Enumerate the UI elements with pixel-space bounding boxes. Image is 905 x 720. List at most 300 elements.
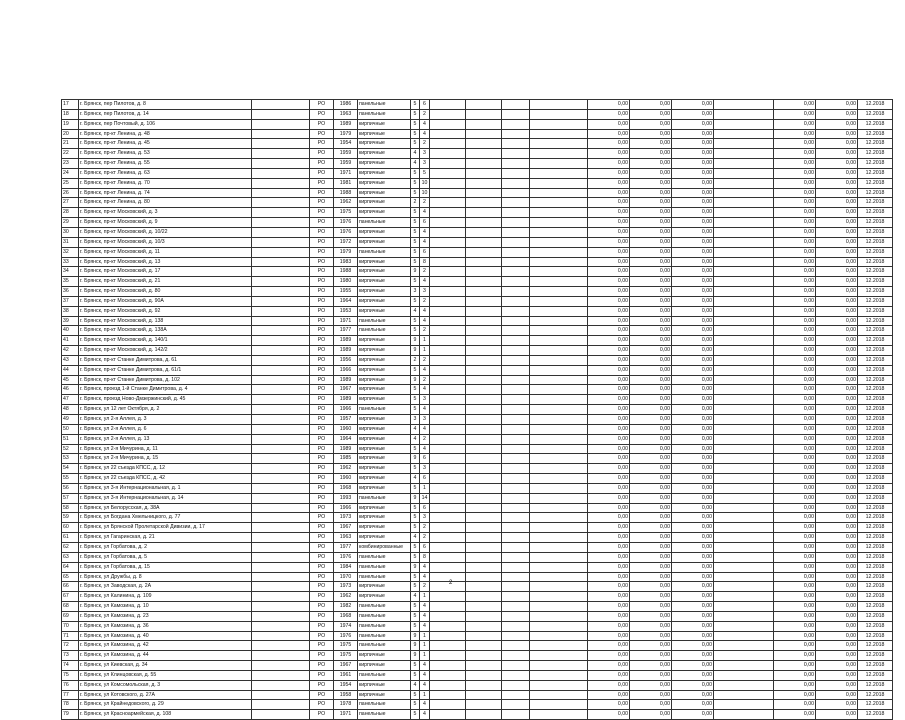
- cell-r2: 0,00: [816, 208, 858, 218]
- cell-form: РО: [310, 493, 334, 503]
- cell-floors: 2: [411, 355, 420, 365]
- cell-address: г. Брянск, ул Камозина, д. 23: [79, 611, 252, 621]
- cell-year: 1953: [334, 306, 358, 316]
- cell-c3: 0,00: [672, 493, 714, 503]
- cell-address: г. Брянск, пр-кт Московский, д. 11: [79, 247, 252, 257]
- cell-floors: 5: [411, 661, 420, 671]
- cell-blank: [252, 346, 310, 356]
- cell-year: 1964: [334, 434, 358, 444]
- cell-entrances: 4: [420, 227, 430, 237]
- cell-c3: 0,00: [672, 375, 714, 385]
- cell-r2: 0,00: [816, 159, 858, 169]
- cell-form: РО: [310, 178, 334, 188]
- cell-area-living: [466, 454, 502, 464]
- cell-area-living: [466, 602, 502, 612]
- cell-form: РО: [310, 533, 334, 543]
- cell-blank: [252, 523, 310, 533]
- cell-residents: [502, 523, 530, 533]
- cell-form: РО: [310, 552, 334, 562]
- cell-entrances: 8: [420, 552, 430, 562]
- cell-c1: 0,00: [588, 139, 630, 149]
- cell-c3: 0,00: [672, 139, 714, 149]
- cell-c2: 0,00: [630, 218, 672, 228]
- cell-year: 1984: [334, 562, 358, 572]
- cell-r2: 0,00: [816, 365, 858, 375]
- cell-num: 25: [62, 178, 79, 188]
- cell-entrances: 2: [420, 267, 430, 277]
- cell-blank: [252, 621, 310, 631]
- cell-c3: 0,00: [672, 651, 714, 661]
- cell-form: РО: [310, 513, 334, 523]
- cell-c2: 0,00: [630, 267, 672, 277]
- cell-floors: 4: [411, 680, 420, 690]
- cell-date: 12.2018: [858, 168, 893, 178]
- cell-area-total: [430, 533, 466, 543]
- cell-address: г. Брянск, ул Калинина, д. 109: [79, 592, 252, 602]
- cell-address: г. Брянск, пр-кт Ленина, д. 53: [79, 149, 252, 159]
- cell-date: 12.2018: [858, 493, 893, 503]
- cell-entrances: 4: [420, 129, 430, 139]
- cell-blank: [252, 700, 310, 710]
- cell-num: 37: [62, 296, 79, 306]
- cell-cost: [530, 119, 588, 129]
- cell-residents: [502, 267, 530, 277]
- cell-residents: [502, 513, 530, 523]
- cell-year: 1966: [334, 503, 358, 513]
- cell-area-total: [430, 149, 466, 159]
- cell-floors: 5: [411, 542, 420, 552]
- cell-blank: [252, 375, 310, 385]
- cell-r1: 0,00: [774, 434, 816, 444]
- cell-c3: 0,00: [672, 444, 714, 454]
- cell-c3: 0,00: [672, 424, 714, 434]
- table-row: [62, 670, 893, 680]
- cell-floors: 4: [411, 474, 420, 484]
- table-body: [62, 100, 893, 720]
- table-row: [62, 100, 893, 110]
- cell-date: 12.2018: [858, 139, 893, 149]
- cell-r2: 0,00: [816, 415, 858, 425]
- cell-residents: [502, 346, 530, 356]
- cell-floors: 5: [411, 129, 420, 139]
- cell-area-total: [430, 227, 466, 237]
- cell-date: 12.2018: [858, 296, 893, 306]
- cell-form: РО: [310, 100, 334, 110]
- cell-address: г. Брянск, ул Камозина, д. 42: [79, 641, 252, 651]
- cell-r1: 0,00: [774, 631, 816, 641]
- cell-material: кирпичные: [358, 208, 411, 218]
- table-row: [62, 139, 893, 149]
- cell-cost: [530, 533, 588, 543]
- cell-floors: 5: [411, 365, 420, 375]
- cell-address: г. Брянск, ул 2-я Аллея, д. 3: [79, 415, 252, 425]
- cell-r1: 0,00: [774, 562, 816, 572]
- cell-floors: 4: [411, 424, 420, 434]
- table-row: [62, 355, 893, 365]
- cell-total: [714, 562, 774, 572]
- cell-area-living: [466, 424, 502, 434]
- cell-form: РО: [310, 139, 334, 149]
- table-row: [62, 523, 893, 533]
- cell-address: г. Брянск, пер Пилотов, д. 14: [79, 109, 252, 119]
- cell-c1: 0,00: [588, 159, 630, 169]
- cell-material: кирпичные: [358, 434, 411, 444]
- cell-year: 1988: [334, 267, 358, 277]
- table-row: [62, 710, 893, 720]
- cell-cost: [530, 503, 588, 513]
- cell-form: РО: [310, 523, 334, 533]
- cell-residents: [502, 474, 530, 484]
- cell-area-total: [430, 287, 466, 297]
- cell-year: 1959: [334, 149, 358, 159]
- cell-residents: [502, 641, 530, 651]
- cell-residents: [502, 296, 530, 306]
- cell-form: РО: [310, 355, 334, 365]
- cell-r2: 0,00: [816, 651, 858, 661]
- cell-residents: [502, 109, 530, 119]
- table-row: [62, 198, 893, 208]
- cell-cost: [530, 602, 588, 612]
- cell-c2: 0,00: [630, 651, 672, 661]
- table-row: [62, 159, 893, 169]
- cell-material: кирпичные: [358, 365, 411, 375]
- cell-total: [714, 100, 774, 110]
- table-row: [62, 109, 893, 119]
- cell-blank: [252, 602, 310, 612]
- cell-blank: [252, 513, 310, 523]
- cell-c3: 0,00: [672, 710, 714, 720]
- cell-total: [714, 218, 774, 228]
- table-row: [62, 631, 893, 641]
- cell-c1: 0,00: [588, 474, 630, 484]
- cell-r2: 0,00: [816, 178, 858, 188]
- cell-r1: 0,00: [774, 602, 816, 612]
- cell-blank: [252, 208, 310, 218]
- cell-c3: 0,00: [672, 109, 714, 119]
- cell-c2: 0,00: [630, 444, 672, 454]
- cell-cost: [530, 257, 588, 267]
- table-row: [62, 257, 893, 267]
- cell-floors: 2: [411, 198, 420, 208]
- cell-c1: 0,00: [588, 533, 630, 543]
- table-row: [62, 444, 893, 454]
- cell-area-living: [466, 395, 502, 405]
- cell-c1: 0,00: [588, 385, 630, 395]
- cell-num: 59: [62, 513, 79, 523]
- cell-r1: 0,00: [774, 533, 816, 543]
- cell-year: 1963: [334, 109, 358, 119]
- cell-entrances: 5: [420, 168, 430, 178]
- cell-total: [714, 395, 774, 405]
- cell-r1: 0,00: [774, 277, 816, 287]
- cell-year: 1989: [334, 346, 358, 356]
- cell-area-total: [430, 296, 466, 306]
- cell-area-living: [466, 661, 502, 671]
- cell-floors: 5: [411, 326, 420, 336]
- cell-material: панельные: [358, 100, 411, 110]
- cell-r1: 0,00: [774, 582, 816, 592]
- cell-area-total: [430, 159, 466, 169]
- cell-c1: 0,00: [588, 109, 630, 119]
- cell-r1: 0,00: [774, 149, 816, 159]
- cell-num: 39: [62, 316, 79, 326]
- cell-cost: [530, 592, 588, 602]
- cell-area-living: [466, 385, 502, 395]
- cell-area-total: [430, 661, 466, 671]
- cell-total: [714, 247, 774, 257]
- cell-num: 71: [62, 631, 79, 641]
- cell-blank: [252, 267, 310, 277]
- cell-material: кирпичные: [358, 661, 411, 671]
- cell-entrances: 4: [420, 385, 430, 395]
- cell-form: РО: [310, 119, 334, 129]
- cell-form: РО: [310, 149, 334, 159]
- cell-year: 1975: [334, 641, 358, 651]
- cell-r1: 0,00: [774, 139, 816, 149]
- cell-area-living: [466, 168, 502, 178]
- cell-r2: 0,00: [816, 483, 858, 493]
- cell-year: 1979: [334, 247, 358, 257]
- cell-entrances: 4: [420, 680, 430, 690]
- cell-form: РО: [310, 434, 334, 444]
- cell-material: кирпичные: [358, 680, 411, 690]
- cell-floors: 9: [411, 493, 420, 503]
- table-row: [62, 582, 893, 592]
- cell-c3: 0,00: [672, 513, 714, 523]
- cell-blank: [252, 296, 310, 306]
- cell-r2: 0,00: [816, 336, 858, 346]
- cell-total: [714, 109, 774, 119]
- cell-blank: [252, 474, 310, 484]
- cell-r1: 0,00: [774, 198, 816, 208]
- cell-area-living: [466, 346, 502, 356]
- cell-c2: 0,00: [630, 139, 672, 149]
- cell-area-total: [430, 513, 466, 523]
- cell-entrances: 4: [420, 670, 430, 680]
- cell-form: РО: [310, 365, 334, 375]
- cell-floors: 9: [411, 375, 420, 385]
- cell-r2: 0,00: [816, 405, 858, 415]
- cell-year: 1967: [334, 523, 358, 533]
- cell-c1: 0,00: [588, 631, 630, 641]
- cell-cost: [530, 552, 588, 562]
- cell-entrances: 6: [420, 474, 430, 484]
- cell-c1: 0,00: [588, 680, 630, 690]
- cell-material: кирпичные: [358, 139, 411, 149]
- cell-cost: [530, 198, 588, 208]
- cell-blank: [252, 119, 310, 129]
- cell-blank: [252, 247, 310, 257]
- cell-floors: 5: [411, 247, 420, 257]
- cell-date: 12.2018: [858, 621, 893, 631]
- cell-c1: 0,00: [588, 336, 630, 346]
- cell-r2: 0,00: [816, 237, 858, 247]
- cell-form: РО: [310, 375, 334, 385]
- cell-c2: 0,00: [630, 326, 672, 336]
- cell-c3: 0,00: [672, 503, 714, 513]
- cell-entrances: 3: [420, 159, 430, 169]
- cell-cost: [530, 641, 588, 651]
- cell-total: [714, 375, 774, 385]
- cell-c3: 0,00: [672, 326, 714, 336]
- cell-c2: 0,00: [630, 287, 672, 297]
- cell-c1: 0,00: [588, 188, 630, 198]
- cell-date: 12.2018: [858, 405, 893, 415]
- cell-date: 12.2018: [858, 631, 893, 641]
- cell-residents: [502, 159, 530, 169]
- cell-c3: 0,00: [672, 159, 714, 169]
- cell-num: 72: [62, 641, 79, 651]
- cell-total: [714, 503, 774, 513]
- cell-residents: [502, 464, 530, 474]
- cell-area-total: [430, 434, 466, 444]
- cell-year: 1977: [334, 542, 358, 552]
- cell-residents: [502, 198, 530, 208]
- cell-r1: 0,00: [774, 690, 816, 700]
- cell-total: [714, 513, 774, 523]
- cell-area-living: [466, 562, 502, 572]
- cell-form: РО: [310, 680, 334, 690]
- cell-c1: 0,00: [588, 119, 630, 129]
- cell-material: комбинированные: [358, 542, 411, 552]
- cell-material: панельные: [358, 611, 411, 621]
- cell-blank: [252, 651, 310, 661]
- cell-material: кирпичные: [358, 690, 411, 700]
- cell-cost: [530, 700, 588, 710]
- cell-address: г. Брянск, пр-кт Ленина, д. 45: [79, 139, 252, 149]
- cell-year: 1971: [334, 316, 358, 326]
- cell-area-total: [430, 119, 466, 129]
- cell-area-living: [466, 621, 502, 631]
- cell-r1: 0,00: [774, 355, 816, 365]
- cell-r2: 0,00: [816, 611, 858, 621]
- cell-residents: [502, 326, 530, 336]
- table-row: [62, 188, 893, 198]
- cell-blank: [252, 454, 310, 464]
- cell-material: панельные: [358, 405, 411, 415]
- cell-total: [714, 434, 774, 444]
- cell-area-total: [430, 316, 466, 326]
- cell-cost: [530, 424, 588, 434]
- cell-address: г. Брянск, ул Гагаринская, д. 21: [79, 533, 252, 543]
- cell-r1: 0,00: [774, 405, 816, 415]
- cell-r1: 0,00: [774, 483, 816, 493]
- cell-entrances: 2: [420, 326, 430, 336]
- cell-residents: [502, 552, 530, 562]
- cell-date: 12.2018: [858, 690, 893, 700]
- cell-r2: 0,00: [816, 562, 858, 572]
- cell-r2: 0,00: [816, 316, 858, 326]
- cell-cost: [530, 385, 588, 395]
- cell-floors: 5: [411, 710, 420, 720]
- cell-floors: 5: [411, 552, 420, 562]
- cell-total: [714, 572, 774, 582]
- cell-blank: [252, 336, 310, 346]
- cell-address: г. Брянск, пр-кт Московский, д. 10/22: [79, 227, 252, 237]
- cell-year: 1970: [334, 572, 358, 582]
- cell-area-total: [430, 129, 466, 139]
- cell-c2: 0,00: [630, 592, 672, 602]
- cell-form: РО: [310, 602, 334, 612]
- cell-residents: [502, 100, 530, 110]
- cell-material: кирпичные: [358, 385, 411, 395]
- cell-total: [714, 661, 774, 671]
- cell-material: панельные: [358, 552, 411, 562]
- cell-c2: 0,00: [630, 237, 672, 247]
- cell-r2: 0,00: [816, 149, 858, 159]
- cell-area-total: [430, 700, 466, 710]
- cell-address: г. Брянск, ул Горбатова, д. 2: [79, 542, 252, 552]
- cell-c3: 0,00: [672, 385, 714, 395]
- cell-floors: 5: [411, 296, 420, 306]
- cell-date: 12.2018: [858, 355, 893, 365]
- cell-entrances: 4: [420, 700, 430, 710]
- cell-cost: [530, 690, 588, 700]
- cell-c3: 0,00: [672, 690, 714, 700]
- cell-num: 43: [62, 355, 79, 365]
- cell-area-living: [466, 218, 502, 228]
- cell-material: кирпичные: [358, 513, 411, 523]
- cell-c3: 0,00: [672, 621, 714, 631]
- cell-r1: 0,00: [774, 129, 816, 139]
- cell-area-total: [430, 109, 466, 119]
- cell-c3: 0,00: [672, 267, 714, 277]
- cell-entrances: 4: [420, 611, 430, 621]
- cell-c3: 0,00: [672, 562, 714, 572]
- cell-residents: [502, 208, 530, 218]
- cell-r1: 0,00: [774, 552, 816, 562]
- cell-r2: 0,00: [816, 355, 858, 365]
- cell-form: РО: [310, 415, 334, 425]
- cell-r1: 0,00: [774, 424, 816, 434]
- cell-entrances: 3: [420, 287, 430, 297]
- cell-date: 12.2018: [858, 611, 893, 621]
- cell-entrances: 2: [420, 198, 430, 208]
- cell-c2: 0,00: [630, 385, 672, 395]
- cell-num: 41: [62, 336, 79, 346]
- cell-total: [714, 641, 774, 651]
- cell-address: г. Брянск, пр-кт Московский, д. 80: [79, 287, 252, 297]
- cell-area-living: [466, 237, 502, 247]
- cell-year: 1964: [334, 296, 358, 306]
- cell-material: панельные: [358, 572, 411, 582]
- cell-residents: [502, 316, 530, 326]
- cell-area-total: [430, 670, 466, 680]
- cell-num: 17: [62, 100, 79, 110]
- cell-form: РО: [310, 326, 334, 336]
- cell-num: 42: [62, 346, 79, 356]
- cell-form: РО: [310, 198, 334, 208]
- cell-r2: 0,00: [816, 464, 858, 474]
- cell-year: 1959: [334, 159, 358, 169]
- cell-entrances: 4: [420, 444, 430, 454]
- cell-floors: 5: [411, 178, 420, 188]
- cell-material: кирпичные: [358, 395, 411, 405]
- cell-num: 34: [62, 267, 79, 277]
- cell-r1: 0,00: [774, 454, 816, 464]
- cell-area-living: [466, 700, 502, 710]
- housing-register-table: [61, 99, 893, 720]
- cell-r2: 0,00: [816, 523, 858, 533]
- cell-form: РО: [310, 454, 334, 464]
- cell-area-total: [430, 592, 466, 602]
- cell-c1: 0,00: [588, 503, 630, 513]
- cell-blank: [252, 198, 310, 208]
- cell-form: РО: [310, 277, 334, 287]
- cell-cost: [530, 405, 588, 415]
- cell-form: РО: [310, 690, 334, 700]
- cell-date: 12.2018: [858, 602, 893, 612]
